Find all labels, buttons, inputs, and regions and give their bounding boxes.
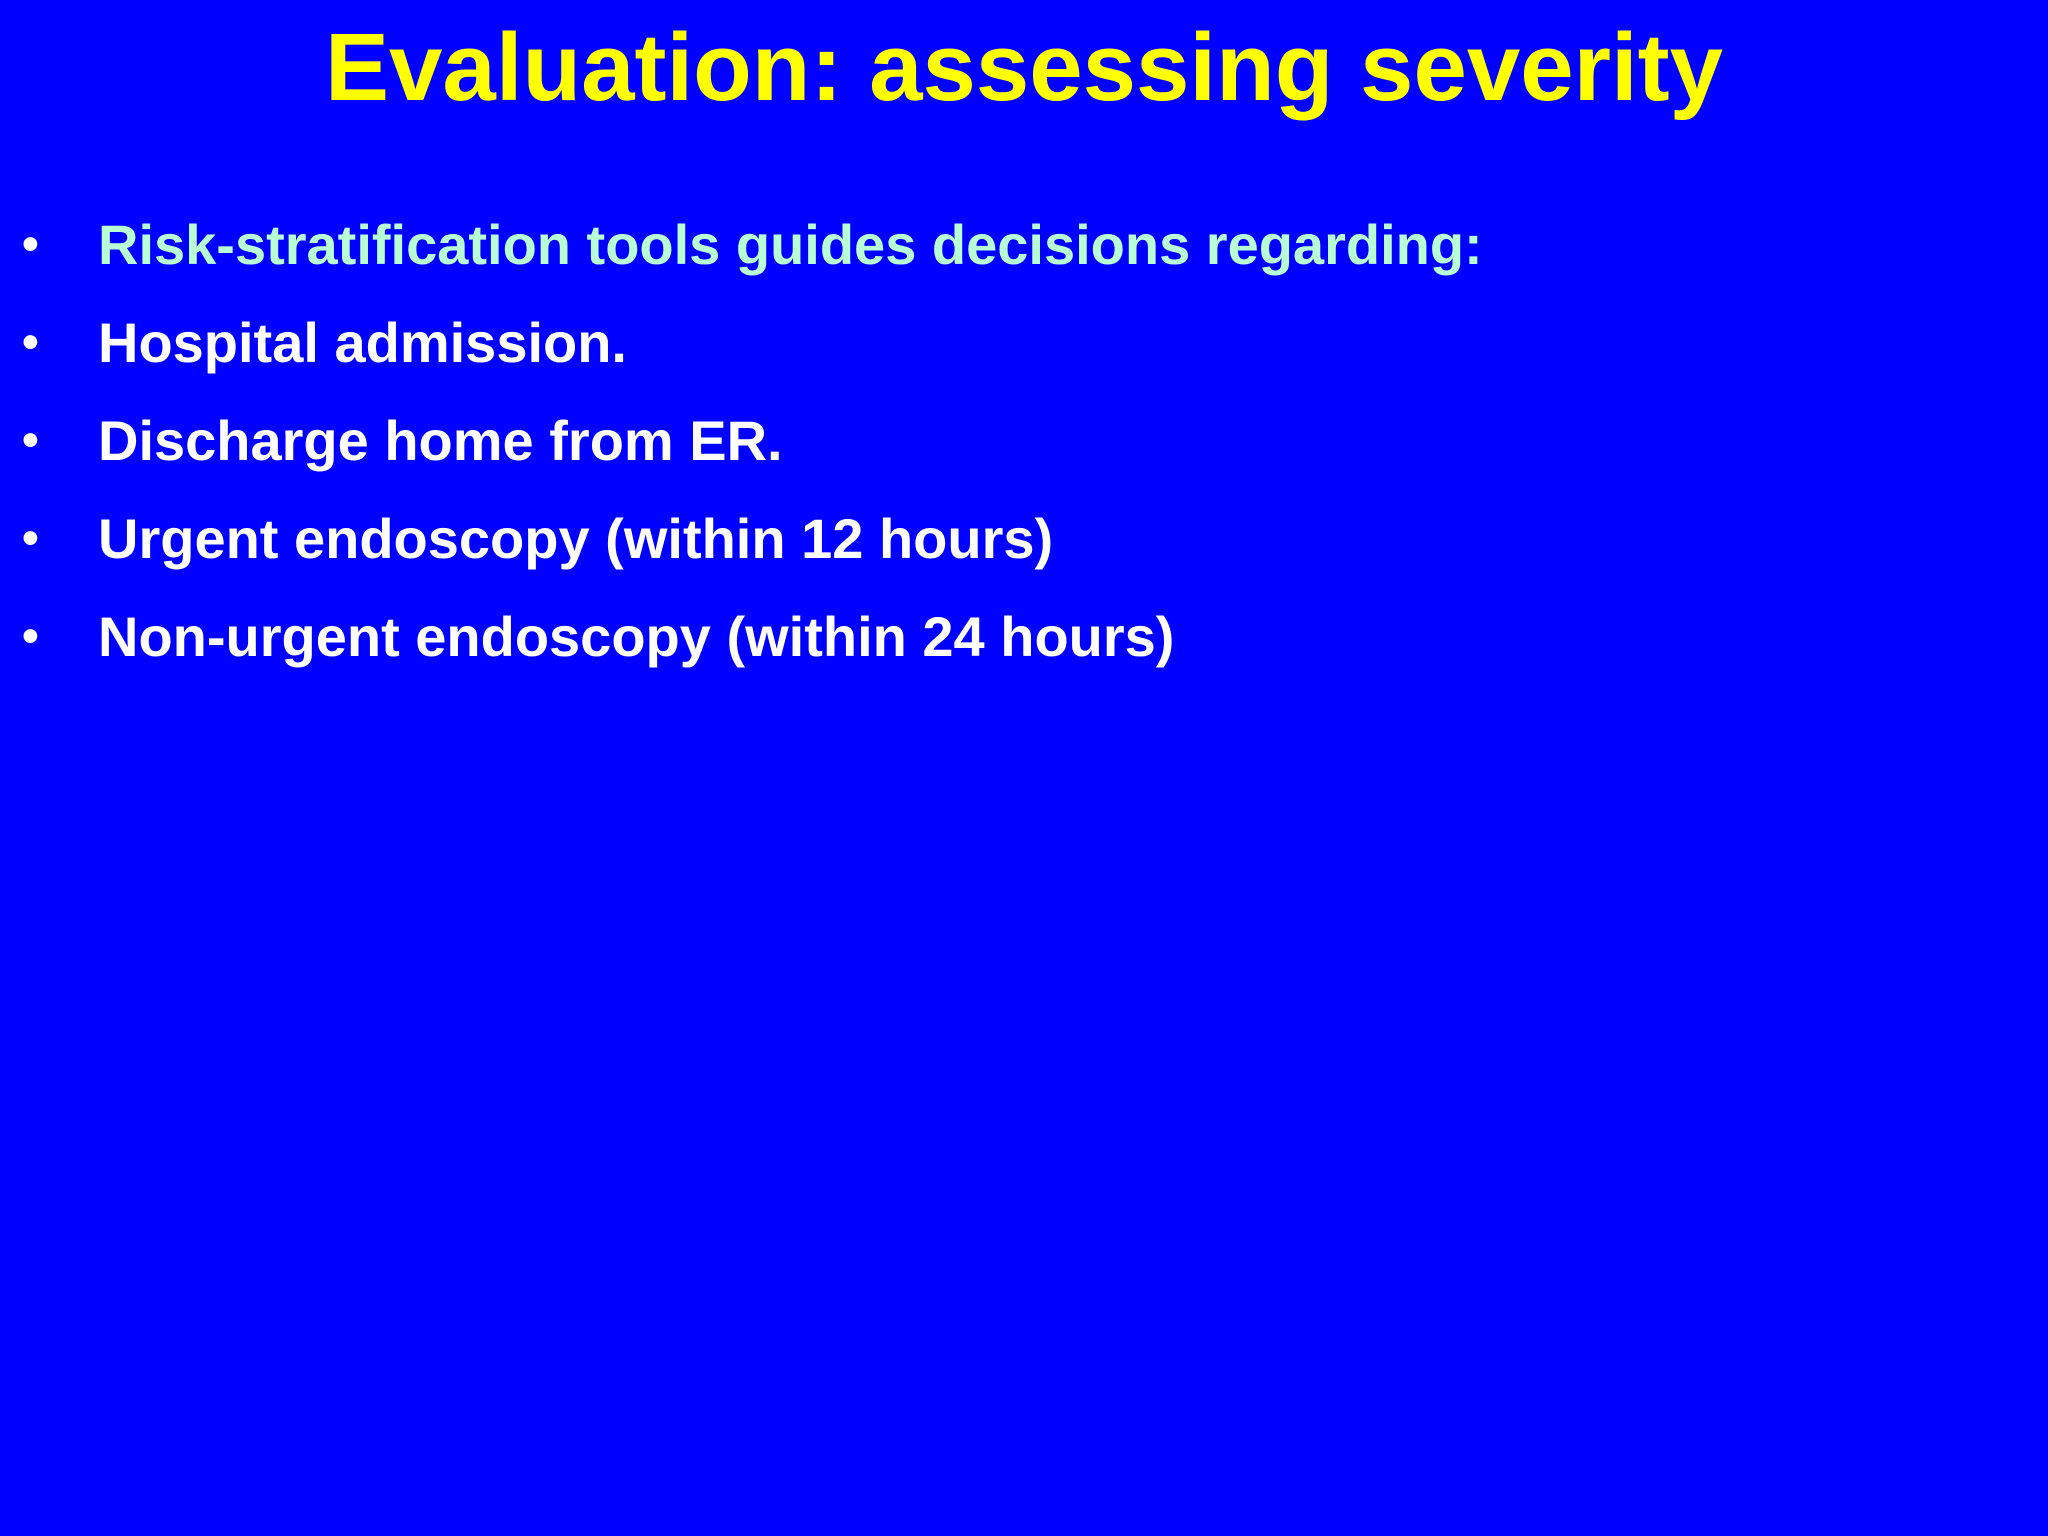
bullet-text: Risk-stratification tools guides decisions regarding: xyxy=(98,213,1483,276)
bullet-dot-icon: • xyxy=(22,316,39,369)
bullet-text: Non-urgent endoscopy (within 24 hours) xyxy=(98,605,1175,668)
bullet-item-non-urgent-endoscopy xyxy=(0,588,2000,686)
bullet-dot-icon: • xyxy=(22,610,39,663)
bullet-item-discharge-home xyxy=(0,392,2000,490)
slide-title: Evaluation: assessing severity xyxy=(325,14,1723,121)
bullet-dot-icon: • xyxy=(22,414,39,467)
bullet-text: Hospital admission. xyxy=(98,311,627,374)
bullet-text: Discharge home from ER. xyxy=(98,409,783,472)
bullet-item-urgent-endoscopy xyxy=(0,490,2000,588)
bullet-list xyxy=(0,196,2000,686)
bullet-dot-icon: • xyxy=(22,218,39,271)
bullet-dot-icon: • xyxy=(22,512,39,565)
bullet-text: Urgent endoscopy (within 12 hours) xyxy=(98,507,1054,570)
bullet-item-hospital-admission xyxy=(0,294,2000,392)
bullet-item-risk-stratification xyxy=(0,196,2000,294)
